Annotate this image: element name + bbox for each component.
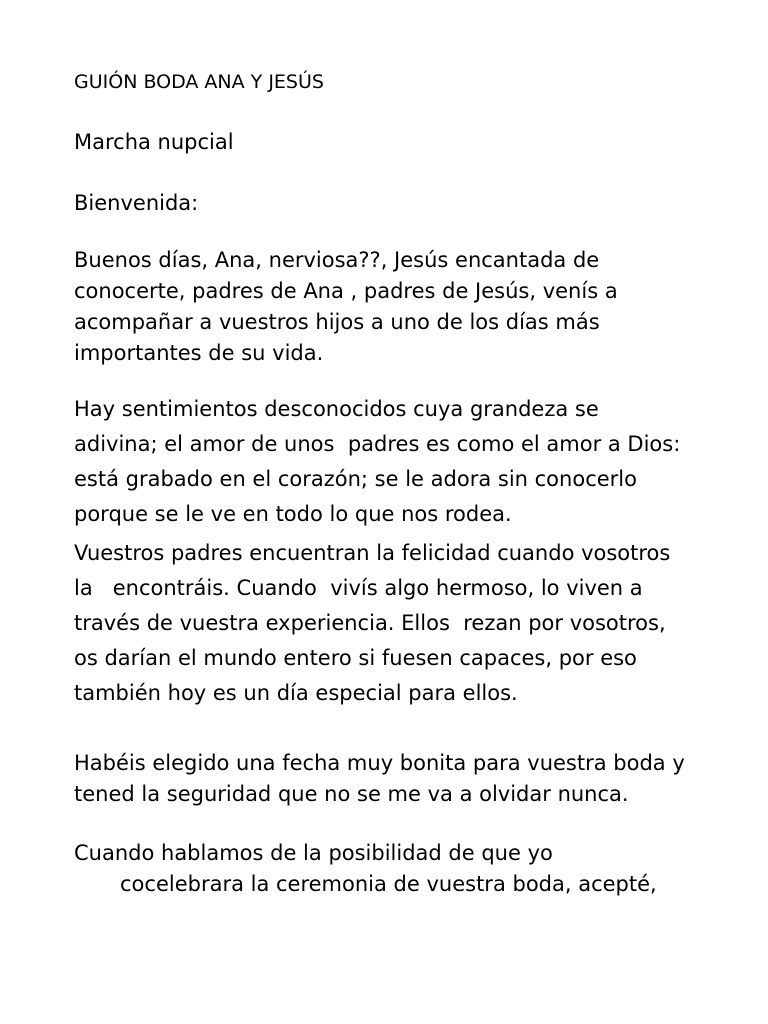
heading-marcha-nupcial: Marcha nupcial: [74, 130, 234, 154]
document-title: GUIÓN BODA ANA Y JESÚS: [74, 71, 324, 93]
paragraph-line: también hoy es un día especial para ellos.: [74, 681, 518, 705]
paragraph-line: tened la seguridad que no se me va a olvidar nunca.: [74, 782, 629, 806]
paragraph-line: Hay sentimientos desconocidos cuya grandeza se: [74, 397, 599, 421]
paragraph-line: adivina; el amor de unos padres es como el amor a Dios:: [74, 432, 681, 456]
paragraph-line: Vuestros padres encuentran la felicidad cuando vosotros: [74, 541, 671, 565]
heading-bienvenida: Bienvenida:: [74, 191, 199, 215]
paragraph-line: Habéis elegido una fecha muy bonita para vuestra boda y: [74, 751, 685, 775]
paragraph-line: porque se le ve en todo lo que nos rodea.: [74, 502, 512, 526]
paragraph-line: cocelebrara la ceremonia de vuestra boda, acepté,: [120, 872, 657, 896]
paragraph-line: os darían el mundo entero si fuesen capaces, por eso: [74, 646, 637, 670]
paragraph-line: Buenos días, Ana, nerviosa??, Jesús encantada de: [74, 248, 600, 272]
paragraph-line: Cuando hablamos de la posibilidad de que yo: [74, 841, 553, 865]
paragraph-line: conocerte, padres de Ana , padres de Jesús, venís a: [74, 279, 618, 303]
paragraph-line: la encontráis. Cuando vivís algo hermoso, lo viven a: [74, 576, 643, 600]
paragraph-line: acompañar a vuestros hijos a uno de los días más: [74, 310, 600, 334]
paragraph-line: está grabado en el corazón; se le adora sin conocerlo: [74, 467, 637, 491]
paragraph-line: importantes de su vida.: [74, 341, 324, 365]
paragraph-line: través de vuestra experiencia. Ellos rezan por vosotros,: [74, 611, 666, 635]
